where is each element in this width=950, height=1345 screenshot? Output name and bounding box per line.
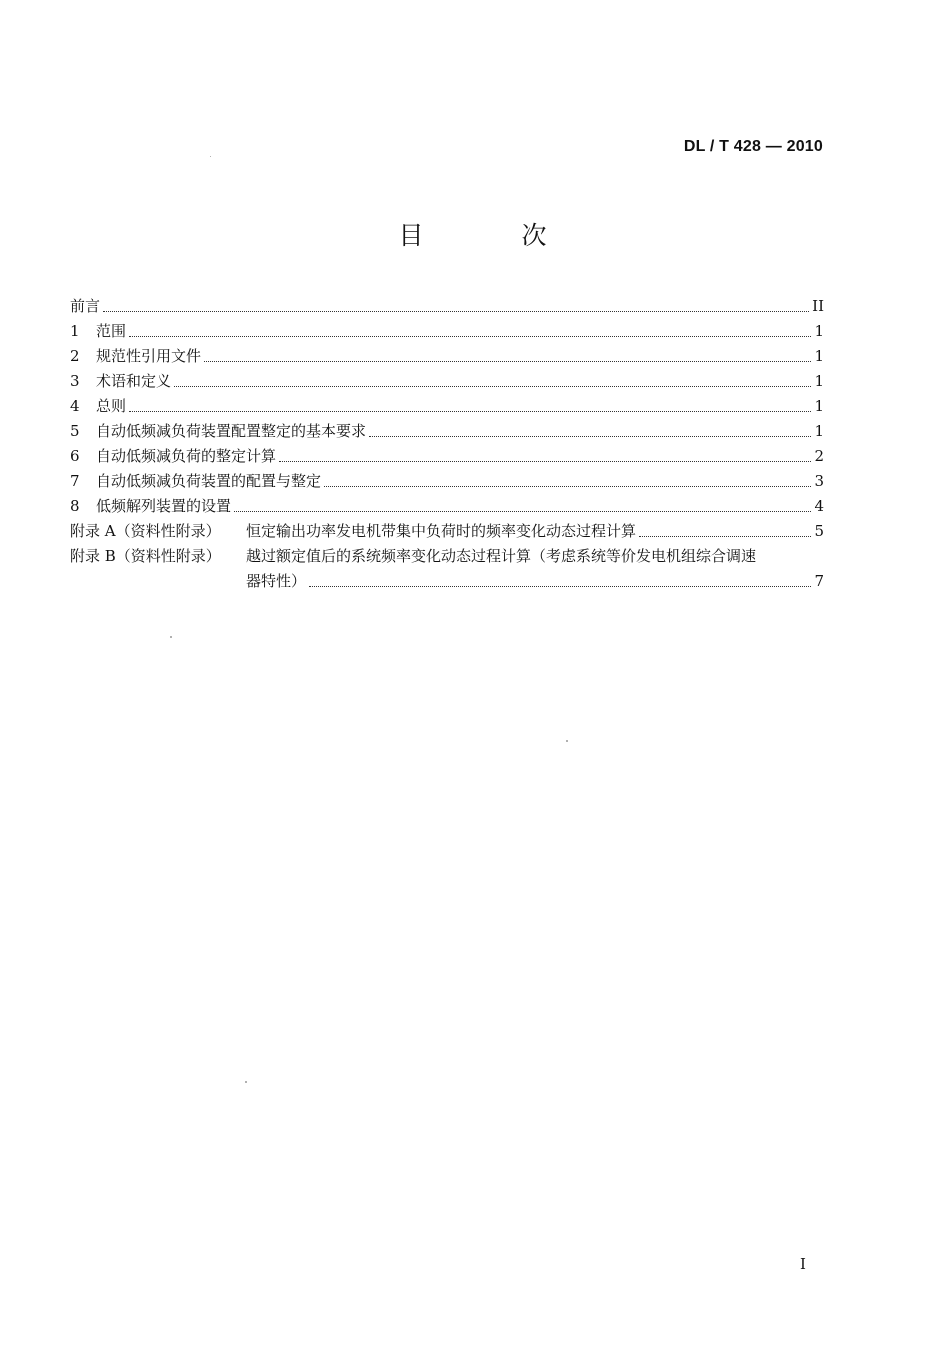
toc-page: 1: [814, 397, 824, 415]
toc-entry-foreword[interactable]: [70, 294, 824, 319]
dot-leader: [234, 510, 811, 512]
dot-leader: [639, 535, 811, 537]
toc-entry-appendix-b[interactable]: [70, 544, 824, 569]
toc-page: 2: [814, 447, 824, 465]
toc-page: 1: [814, 422, 824, 440]
scan-speck: [210, 156, 211, 157]
toc-label: 术语和定义: [96, 372, 172, 390]
dot-leader: [324, 485, 811, 487]
toc-appendix-prefix: 附录 A（资料性附录）: [70, 522, 221, 540]
toc-entry-6[interactable]: [70, 444, 824, 469]
dot-leader: [279, 460, 811, 462]
toc-page: 3: [814, 472, 824, 490]
dot-leader: [204, 360, 811, 362]
scan-speck: [566, 740, 568, 742]
dot-leader: [174, 385, 811, 387]
toc-number: 6: [70, 447, 80, 465]
dot-leader: [369, 435, 811, 437]
toc-page: II: [812, 297, 824, 315]
toc-label: 恒定输出功率发电机带集中负荷时的频率变化动态过程计算: [246, 522, 637, 540]
toc-entry-5[interactable]: [70, 419, 824, 444]
toc-entry-appendix-b-continued[interactable]: [70, 569, 824, 594]
dot-leader: [129, 335, 811, 337]
toc-page: 4: [814, 497, 824, 515]
toc-number: 4: [70, 397, 80, 415]
toc-number: 8: [70, 497, 80, 515]
toc-number: 7: [70, 472, 80, 490]
toc-page: 1: [814, 372, 824, 390]
scan-speck: [170, 636, 172, 638]
standard-code: DL / T 428 — 2010: [683, 138, 823, 155]
toc-label: 自动低频减负荷的整定计算: [96, 447, 277, 465]
page-number: I: [800, 1255, 806, 1273]
toc-label: 规范性引用文件: [96, 347, 202, 365]
dot-leader: [309, 585, 811, 587]
toc-number: 2: [70, 347, 80, 365]
toc-entry-appendix-a[interactable]: [70, 519, 824, 544]
toc-page: 5: [814, 522, 824, 540]
toc-entry-4[interactable]: [70, 394, 824, 419]
toc-entry-7[interactable]: [70, 469, 824, 494]
toc-page: 1: [814, 322, 824, 340]
toc-number: 3: [70, 372, 80, 390]
toc-label: 总则: [96, 397, 127, 415]
toc-label: 自动低频减负荷装置配置整定的基本要求: [96, 422, 367, 440]
toc-label: 低频解列装置的设置: [96, 497, 232, 515]
toc-label: 自动低频减负荷装置的配置与整定: [96, 472, 322, 490]
toc-label: 前言: [70, 297, 101, 315]
scan-speck: [245, 1081, 247, 1083]
toc-label: 越过额定值后的系统频率变化动态过程计算（考虑系统等价发电机组综合调速: [246, 547, 757, 565]
toc-page: 7: [814, 572, 824, 590]
toc-number: 5: [70, 422, 80, 440]
toc-entry-8[interactable]: [70, 494, 824, 519]
toc-number: 1: [70, 322, 80, 340]
toc-entry-2[interactable]: [70, 344, 824, 369]
toc-label: 范围: [96, 322, 127, 340]
page-title: 目 次: [398, 221, 592, 250]
toc-page: 1: [814, 347, 824, 365]
dot-leader: [129, 410, 811, 412]
dot-leader: [103, 310, 809, 312]
toc-entry-3[interactable]: [70, 369, 824, 394]
toc-label-continued: 器特性）: [246, 572, 307, 590]
toc-entry-1[interactable]: [70, 319, 824, 344]
table-of-contents: [70, 294, 824, 594]
toc-appendix-prefix: 附录 B（资料性附录）: [70, 547, 221, 565]
